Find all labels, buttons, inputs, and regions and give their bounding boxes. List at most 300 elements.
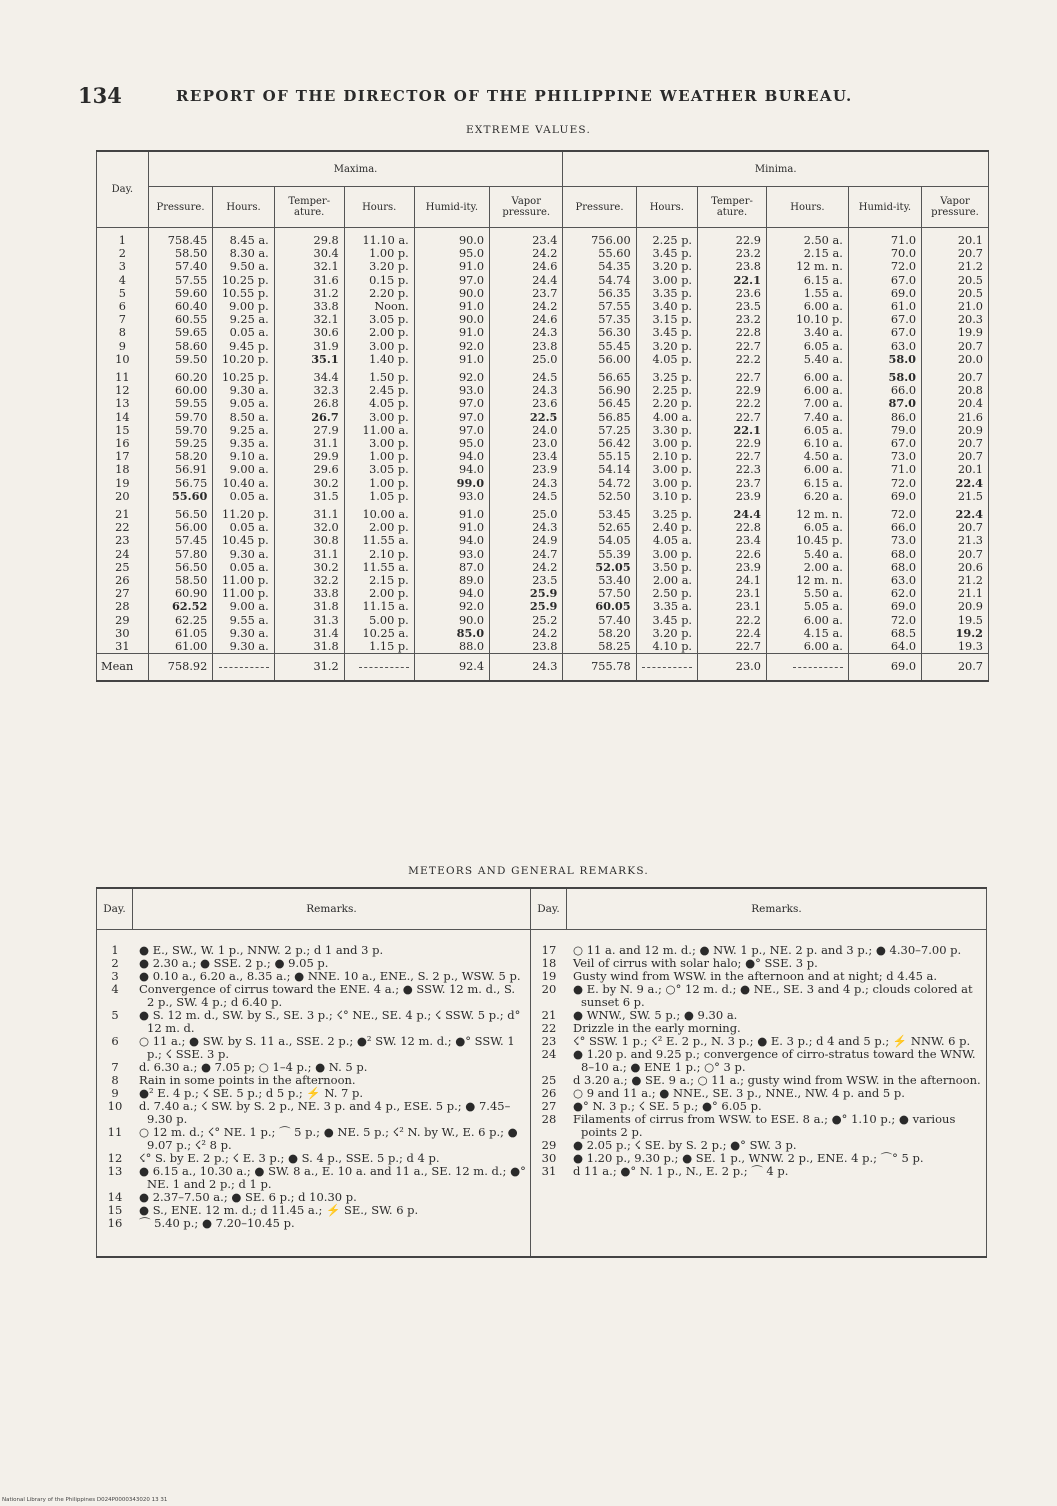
remark-text: Convergence of cirrus toward the ENE. 4 a.; ● SSW. 12 m. d., S. 2 p., SW. 4 p.; d 6.40 p. bbox=[139, 982, 516, 1009]
value-cell: 3.20 p. bbox=[344, 260, 414, 273]
value-cell: 72.0 bbox=[848, 260, 921, 273]
value-cell: 56.75 bbox=[148, 477, 213, 490]
value-cell: 23.9 bbox=[490, 463, 563, 476]
value-cell: 57.50 bbox=[563, 587, 636, 600]
value-cell: 23.4 bbox=[490, 450, 563, 463]
remark-text: ● 2.30 a.; ● SSE. 2 p.; ● 9.05 p. bbox=[139, 956, 329, 970]
value-cell: 91.0 bbox=[414, 260, 489, 273]
remarks-title: METEORS AND GENERAL REMARKS. bbox=[408, 865, 649, 877]
remark-text: d. 7.40 a.; ☇ SW. by S. 2 p., NE. 3 p. and 4 p., ESE. 5 p.; ● 7.45–9.30 p. bbox=[139, 1099, 511, 1126]
value-cell: 20.5 bbox=[922, 274, 989, 287]
value-cell: 62.25 bbox=[148, 614, 213, 627]
value-cell: 61.05 bbox=[148, 627, 213, 640]
value-cell: 6.05 a. bbox=[766, 424, 848, 437]
value-cell: 54.14 bbox=[563, 463, 636, 476]
value-cell: 56.65 bbox=[563, 371, 636, 384]
value-cell: 97.0 bbox=[414, 397, 489, 410]
table-row bbox=[97, 614, 989, 627]
value-cell: 21.0 bbox=[922, 300, 989, 313]
value-cell: 73.0 bbox=[848, 534, 921, 547]
remark-entry bbox=[97, 1126, 530, 1152]
value-cell: 24.7 bbox=[490, 548, 563, 561]
value-cell: 5.40 a. bbox=[766, 548, 848, 561]
value-cell: 22.9 bbox=[698, 228, 767, 248]
page-number: 134 bbox=[78, 83, 122, 108]
value-cell: 3.20 p. bbox=[636, 260, 697, 273]
remark-text: ⌒ 5.40 p.; ● 7.20–10.45 p. bbox=[139, 1216, 295, 1230]
value-cell: 4.05 p. bbox=[636, 353, 697, 366]
value-cell: 6.00 a. bbox=[766, 371, 848, 384]
remark-day: 1 bbox=[111, 943, 119, 957]
remark-text: ○ 11 a. and 12 m. d.; ● NW. 1 p., NE. 2 p. and 3 p.; ● 4.30–7.00 p. bbox=[573, 943, 962, 957]
value-cell: 87.0 bbox=[848, 397, 921, 410]
value-cell: 89.0 bbox=[414, 574, 489, 587]
value-cell: 2.00 p. bbox=[344, 587, 414, 600]
remark-text: ● S. 12 m. d., SW. by S., SE. 3 p.; ☇° NE., SE. 4 p.; ☇ SSW. 5 p.; d° 12 m. d. bbox=[139, 1008, 521, 1035]
value-cell: 72.0 bbox=[848, 477, 921, 490]
value-cell: 52.50 bbox=[563, 490, 636, 503]
value-cell: 58.25 bbox=[563, 640, 636, 654]
value-cell: 5.05 a. bbox=[766, 600, 848, 613]
remark-day: 5 bbox=[111, 1008, 119, 1022]
value-cell: 72.0 bbox=[848, 508, 921, 521]
value-cell: 20.7 bbox=[922, 521, 989, 534]
page-header bbox=[78, 83, 978, 113]
remarks-day-header: Day. bbox=[531, 888, 567, 930]
day-cell: 30 bbox=[97, 627, 149, 640]
value-cell: 62.0 bbox=[848, 587, 921, 600]
value-cell: 4.15 a. bbox=[766, 627, 848, 640]
table-row bbox=[97, 490, 989, 503]
table-row bbox=[97, 300, 989, 313]
value-cell: 0.05 a. bbox=[213, 490, 274, 503]
value-cell: 10.20 p. bbox=[213, 353, 274, 366]
day-cell: 11 bbox=[97, 371, 149, 384]
value-cell: 95.0 bbox=[414, 247, 489, 260]
value-cell: 3.05 p. bbox=[344, 313, 414, 326]
value-cell: 3.00 p. bbox=[344, 340, 414, 353]
value-cell: 56.45 bbox=[563, 397, 636, 410]
day-cell: 10 bbox=[97, 353, 149, 366]
value-cell: 3.25 p. bbox=[636, 508, 697, 521]
value-cell: 24.3 bbox=[490, 326, 563, 339]
remark-text: ○ 11 a.; ● SW. by S. 11 a., SSE. 2 p.; ●² SW. 12 m. d.; ●° SSW. 1 p.; ☇ SSE. 3 p. bbox=[139, 1034, 515, 1061]
value-cell: 93.0 bbox=[414, 384, 489, 397]
table-row bbox=[97, 274, 989, 287]
value-cell: 21.5 bbox=[922, 490, 989, 503]
remarks-table bbox=[96, 887, 987, 1258]
column-header: Humid-ity. bbox=[848, 187, 921, 228]
table-row bbox=[97, 640, 989, 654]
remark-text: d 11 a.; ●° N. 1 p., N., E. 2 p.; ⌒ 4 p. bbox=[573, 1164, 789, 1178]
remark-day: 15 bbox=[107, 1203, 123, 1217]
value-cell: 30.6 bbox=[274, 326, 344, 339]
table-row bbox=[97, 548, 989, 561]
value-cell: 57.45 bbox=[148, 534, 213, 547]
value-cell: 68.0 bbox=[848, 561, 921, 574]
remark-day: 24 bbox=[541, 1047, 557, 1061]
value-cell: 3.40 a. bbox=[766, 326, 848, 339]
value-cell: 3.35 a. bbox=[636, 600, 697, 613]
value-cell: 94.0 bbox=[414, 534, 489, 547]
value-cell: 59.60 bbox=[148, 287, 213, 300]
value-cell: 91.0 bbox=[414, 508, 489, 521]
value-cell: 56.90 bbox=[563, 384, 636, 397]
value-cell: 27.9 bbox=[274, 424, 344, 437]
value-cell: 22.7 bbox=[698, 371, 767, 384]
value-cell: 19.3 bbox=[922, 640, 989, 654]
running-title: REPORT OF THE DIRECTOR OF THE PHILIPPINE WEATHER BUREAU. bbox=[176, 87, 853, 105]
remark-entry bbox=[97, 1217, 530, 1230]
value-cell: 56.50 bbox=[148, 508, 213, 521]
value-cell: 4.00 a. bbox=[636, 411, 697, 424]
value-cell: 23.8 bbox=[490, 640, 563, 654]
value-cell: 24.6 bbox=[490, 313, 563, 326]
value-cell: 95.0 bbox=[414, 437, 489, 450]
value-cell: 90.0 bbox=[414, 614, 489, 627]
value-cell: 24.4 bbox=[490, 274, 563, 287]
value-cell: 6.05 a. bbox=[766, 340, 848, 353]
value-cell: 10.10 p. bbox=[766, 313, 848, 326]
table-row bbox=[97, 371, 989, 384]
column-header: Hours. bbox=[344, 187, 414, 228]
column-header: Temper-ature. bbox=[698, 187, 767, 228]
value-cell: 34.4 bbox=[274, 371, 344, 384]
value-cell: 22.2 bbox=[698, 614, 767, 627]
value-cell: 24.2 bbox=[490, 300, 563, 313]
day-header: Day. bbox=[97, 151, 149, 228]
value-cell: 10.55 p. bbox=[213, 287, 274, 300]
remark-text: ○ 12 m. d.; ☇° NE. 1 p.; ⌒ 5 p.; ● NE. 5 p.; ☇² N. by W., E. 6 p.; ● 9.07 p.; ☇² 8 p. bbox=[139, 1125, 518, 1152]
day-cell: 27 bbox=[97, 587, 149, 600]
remark-day: 6 bbox=[111, 1034, 119, 1048]
value-cell: 11.55 a. bbox=[344, 561, 414, 574]
day-cell: 2 bbox=[97, 247, 149, 260]
value-cell: 23.4 bbox=[490, 228, 563, 248]
value-cell: 6.15 a. bbox=[766, 274, 848, 287]
table-row bbox=[97, 340, 989, 353]
value-cell: 68.5 bbox=[848, 627, 921, 640]
remark-day: 18 bbox=[541, 956, 557, 970]
value-cell: 60.00 bbox=[148, 384, 213, 397]
value-cell: 54.35 bbox=[563, 260, 636, 273]
value-cell: 24.4 bbox=[698, 508, 767, 521]
value-cell: 23.0 bbox=[490, 437, 563, 450]
value-cell: 3.45 p. bbox=[636, 614, 697, 627]
value-cell: Noon. bbox=[344, 300, 414, 313]
value-cell: 6.00 a. bbox=[766, 463, 848, 476]
value-cell: 10.45 p. bbox=[213, 534, 274, 547]
value-cell: 23.4 bbox=[698, 534, 767, 547]
day-cell: 1 bbox=[97, 228, 149, 248]
value-cell: 22.8 bbox=[698, 521, 767, 534]
day-cell: 26 bbox=[97, 574, 149, 587]
value-cell: 29.6 bbox=[274, 463, 344, 476]
remark-entry bbox=[531, 1048, 986, 1074]
value-cell: 6.00 a. bbox=[766, 300, 848, 313]
value-cell: 57.40 bbox=[148, 260, 213, 273]
value-cell: 20.5 bbox=[922, 287, 989, 300]
mean-cell: 24.3 bbox=[490, 654, 563, 682]
value-cell: 58.50 bbox=[148, 574, 213, 587]
value-cell: 60.05 bbox=[563, 600, 636, 613]
value-cell: 67.0 bbox=[848, 313, 921, 326]
mean-cell bbox=[636, 654, 697, 682]
value-cell: 6.00 a. bbox=[766, 640, 848, 654]
value-cell: 10.25 p. bbox=[213, 274, 274, 287]
table-row bbox=[97, 353, 989, 366]
value-cell: 31.6 bbox=[274, 274, 344, 287]
day-cell: 9 bbox=[97, 340, 149, 353]
value-cell: 7.40 a. bbox=[766, 411, 848, 424]
remark-day: 27 bbox=[541, 1099, 557, 1113]
value-cell: 26.7 bbox=[274, 411, 344, 424]
value-cell: 31.4 bbox=[274, 627, 344, 640]
value-cell: 85.0 bbox=[414, 627, 489, 640]
value-cell: 758.45 bbox=[148, 228, 213, 248]
value-cell: 6.00 a. bbox=[766, 614, 848, 627]
dash-rule bbox=[793, 667, 843, 668]
table-row bbox=[97, 534, 989, 547]
value-cell: 94.0 bbox=[414, 463, 489, 476]
value-cell: 3.00 p. bbox=[636, 463, 697, 476]
table-row bbox=[97, 561, 989, 574]
remark-text: ☇° SSW. 1 p.; ☇² E. 2 p., N. 3 p.; ● E. 3 p.; d 4 and 5 p.; ⚡ NNW. 6 p. bbox=[573, 1034, 971, 1048]
value-cell: 25.2 bbox=[490, 614, 563, 627]
value-cell: 2.50 a. bbox=[766, 228, 848, 248]
table-row bbox=[97, 397, 989, 410]
mean-cell: 23.0 bbox=[698, 654, 767, 682]
remark-entry bbox=[531, 1113, 986, 1139]
value-cell: 22.4 bbox=[922, 477, 989, 490]
remark-day: 10 bbox=[107, 1099, 123, 1113]
remark-day: 22 bbox=[541, 1021, 557, 1035]
day-cell: 21 bbox=[97, 508, 149, 521]
value-cell: 91.0 bbox=[414, 521, 489, 534]
value-cell: 22.7 bbox=[698, 450, 767, 463]
value-cell: 67.0 bbox=[848, 437, 921, 450]
value-cell: 56.00 bbox=[563, 353, 636, 366]
value-cell: 66.0 bbox=[848, 521, 921, 534]
value-cell: 9.30 a. bbox=[213, 640, 274, 654]
remark-day: 30 bbox=[541, 1151, 557, 1165]
value-cell: 24.2 bbox=[490, 561, 563, 574]
value-cell: 58.20 bbox=[563, 627, 636, 640]
day-cell: 8 bbox=[97, 326, 149, 339]
value-cell: 3.30 p. bbox=[636, 424, 697, 437]
value-cell: 9.45 p. bbox=[213, 340, 274, 353]
value-cell: 23.6 bbox=[698, 287, 767, 300]
value-cell: 90.0 bbox=[414, 228, 489, 248]
value-cell: 24.5 bbox=[490, 490, 563, 503]
value-cell: 56.50 bbox=[148, 561, 213, 574]
value-cell: 56.42 bbox=[563, 437, 636, 450]
value-cell: 2.10 p. bbox=[344, 548, 414, 561]
value-cell: 2.00 p. bbox=[344, 326, 414, 339]
value-cell: 30.2 bbox=[274, 561, 344, 574]
value-cell: 91.0 bbox=[414, 353, 489, 366]
value-cell: 11.55 a. bbox=[344, 534, 414, 547]
remark-text: ● 2.37–7.50 a.; ● SE. 6 p.; d 10.30 p. bbox=[139, 1190, 357, 1204]
value-cell: 9.55 a. bbox=[213, 614, 274, 627]
value-cell: 5.50 a. bbox=[766, 587, 848, 600]
value-cell: 57.55 bbox=[563, 300, 636, 313]
value-cell: 25.0 bbox=[490, 353, 563, 366]
value-cell: 59.70 bbox=[148, 411, 213, 424]
extreme-values-title: EXTREME VALUES. bbox=[466, 124, 591, 136]
value-cell: 29.8 bbox=[274, 228, 344, 248]
day-cell: 16 bbox=[97, 437, 149, 450]
value-cell: 25.9 bbox=[490, 600, 563, 613]
value-cell: 5.00 p. bbox=[344, 614, 414, 627]
value-cell: 60.90 bbox=[148, 587, 213, 600]
value-cell: 3.20 p. bbox=[636, 340, 697, 353]
value-cell: 9.50 a. bbox=[213, 260, 274, 273]
value-cell: 1.00 p. bbox=[344, 450, 414, 463]
remark-text: d 3.20 a.; ● SE. 9 a.; ○ 11 a.; gusty wind from WSW. in the afternoon. bbox=[573, 1073, 981, 1087]
remark-text: ● 1.20 p., 9.30 p.; ● SE. 1 p., WNW. 2 p., ENE. 4 p.; ⌒° 5 p. bbox=[573, 1151, 924, 1165]
extreme-values-table bbox=[96, 150, 989, 682]
value-cell: 6.10 a. bbox=[766, 437, 848, 450]
mean-cell bbox=[344, 654, 414, 682]
remark-day: 31 bbox=[541, 1164, 557, 1178]
value-cell: 33.8 bbox=[274, 300, 344, 313]
value-cell: 61.0 bbox=[848, 300, 921, 313]
day-cell: 14 bbox=[97, 411, 149, 424]
value-cell: 20.0 bbox=[922, 353, 989, 366]
value-cell: 31.2 bbox=[274, 287, 344, 300]
value-cell: 21.2 bbox=[922, 574, 989, 587]
remark-text: ● S., ENE. 12 m. d.; d 11.45 a.; ⚡ SE., SW. 6 p. bbox=[139, 1203, 419, 1217]
value-cell: 0.05 a. bbox=[213, 521, 274, 534]
value-cell: 31.8 bbox=[274, 600, 344, 613]
value-cell: 9.25 a. bbox=[213, 424, 274, 437]
value-cell: 11.15 a. bbox=[344, 600, 414, 613]
remarks-header: Remarks. bbox=[133, 888, 531, 930]
value-cell: 20.7 bbox=[922, 437, 989, 450]
day-cell: 3 bbox=[97, 260, 149, 273]
value-cell: 60.20 bbox=[148, 371, 213, 384]
value-cell: 0.15 p. bbox=[344, 274, 414, 287]
day-cell: 31 bbox=[97, 640, 149, 654]
value-cell: 24.3 bbox=[490, 477, 563, 490]
remark-day: 16 bbox=[107, 1216, 123, 1230]
value-cell: 69.0 bbox=[848, 600, 921, 613]
value-cell: 23.5 bbox=[698, 300, 767, 313]
value-cell: 23.2 bbox=[698, 313, 767, 326]
table-row bbox=[97, 326, 989, 339]
value-cell: 6.05 a. bbox=[766, 521, 848, 534]
value-cell: 69.0 bbox=[848, 287, 921, 300]
remark-day: 26 bbox=[541, 1086, 557, 1100]
value-cell: 24.1 bbox=[698, 574, 767, 587]
value-cell: 54.72 bbox=[563, 477, 636, 490]
value-cell: 9.00 a. bbox=[213, 600, 274, 613]
value-cell: 31.9 bbox=[274, 340, 344, 353]
value-cell: 23.2 bbox=[698, 247, 767, 260]
value-cell: 20.7 bbox=[922, 548, 989, 561]
value-cell: 31.1 bbox=[274, 548, 344, 561]
value-cell: 9.10 a. bbox=[213, 450, 274, 463]
value-cell: 30.4 bbox=[274, 247, 344, 260]
table-row bbox=[97, 411, 989, 424]
value-cell: 3.00 p. bbox=[636, 477, 697, 490]
value-cell: 9.00 p. bbox=[213, 300, 274, 313]
value-cell: 22.7 bbox=[698, 411, 767, 424]
value-cell: 22.3 bbox=[698, 463, 767, 476]
value-cell: 60.40 bbox=[148, 300, 213, 313]
value-cell: 55.60 bbox=[148, 490, 213, 503]
value-cell: 59.55 bbox=[148, 397, 213, 410]
value-cell: 57.55 bbox=[148, 274, 213, 287]
value-cell: 10.40 a. bbox=[213, 477, 274, 490]
value-cell: 3.35 p. bbox=[636, 287, 697, 300]
mean-cell: 758.92 bbox=[148, 654, 213, 682]
dash-rule bbox=[642, 667, 692, 668]
value-cell: 6.20 a. bbox=[766, 490, 848, 503]
remark-day: 9 bbox=[111, 1086, 119, 1100]
mean-label: Mean bbox=[97, 654, 149, 682]
value-cell: 6.15 a. bbox=[766, 477, 848, 490]
value-cell: 4.05 p. bbox=[344, 397, 414, 410]
remark-text: ● E. by N. 9 a.; ○° 12 m. d.; ● NE., SE. 3 and 4 p.; clouds colored at sunset 6 p. bbox=[573, 982, 973, 1009]
remark-text: Filaments of cirrus from WSW. to ESE. 8 a.; ●° 1.10 p.; ● various points 2 p. bbox=[573, 1112, 956, 1139]
value-cell: 20.3 bbox=[922, 313, 989, 326]
value-cell: 3.25 p. bbox=[636, 371, 697, 384]
value-cell: 70.0 bbox=[848, 247, 921, 260]
value-cell: 52.65 bbox=[563, 521, 636, 534]
remark-day: 12 bbox=[107, 1151, 123, 1165]
value-cell: 4.50 a. bbox=[766, 450, 848, 463]
remark-text: ○ 9 and 11 a.; ● NNE., SE. 3 p., NNE., NW. 4 p. and 5 p. bbox=[573, 1086, 905, 1100]
value-cell: 22.2 bbox=[698, 353, 767, 366]
value-cell: 2.20 p. bbox=[636, 397, 697, 410]
remark-day: 3 bbox=[111, 969, 119, 983]
value-cell: 58.0 bbox=[848, 371, 921, 384]
value-cell: 2.40 p. bbox=[636, 521, 697, 534]
remark-text: Drizzle in the early morning. bbox=[573, 1021, 741, 1035]
value-cell: 32.1 bbox=[274, 260, 344, 273]
day-cell: 22 bbox=[97, 521, 149, 534]
value-cell: 31.1 bbox=[274, 437, 344, 450]
value-cell: 4.10 p. bbox=[636, 640, 697, 654]
remark-entry bbox=[531, 1165, 986, 1178]
value-cell: 54.05 bbox=[563, 534, 636, 547]
value-cell: 3.15 p. bbox=[636, 313, 697, 326]
value-cell: 2.00 a. bbox=[636, 574, 697, 587]
value-cell: 12 m. n. bbox=[766, 508, 848, 521]
value-cell: 22.9 bbox=[698, 384, 767, 397]
value-cell: 24.2 bbox=[490, 627, 563, 640]
value-cell: 93.0 bbox=[414, 490, 489, 503]
value-cell: 29.9 bbox=[274, 450, 344, 463]
day-cell: 4 bbox=[97, 274, 149, 287]
value-cell: 25.9 bbox=[490, 587, 563, 600]
column-header: Vapor pressure. bbox=[490, 187, 563, 228]
day-cell: 19 bbox=[97, 477, 149, 490]
value-cell: 2.25 p. bbox=[636, 228, 697, 248]
value-cell: 3.20 p. bbox=[636, 627, 697, 640]
value-cell: 22.7 bbox=[698, 340, 767, 353]
value-cell: 10.25 p. bbox=[213, 371, 274, 384]
value-cell: 99.0 bbox=[414, 477, 489, 490]
value-cell: 31.3 bbox=[274, 614, 344, 627]
column-header: Humid-ity. bbox=[414, 187, 489, 228]
value-cell: 92.0 bbox=[414, 371, 489, 384]
value-cell: 62.52 bbox=[148, 600, 213, 613]
value-cell: 20.7 bbox=[922, 371, 989, 384]
value-cell: 756.00 bbox=[563, 228, 636, 248]
